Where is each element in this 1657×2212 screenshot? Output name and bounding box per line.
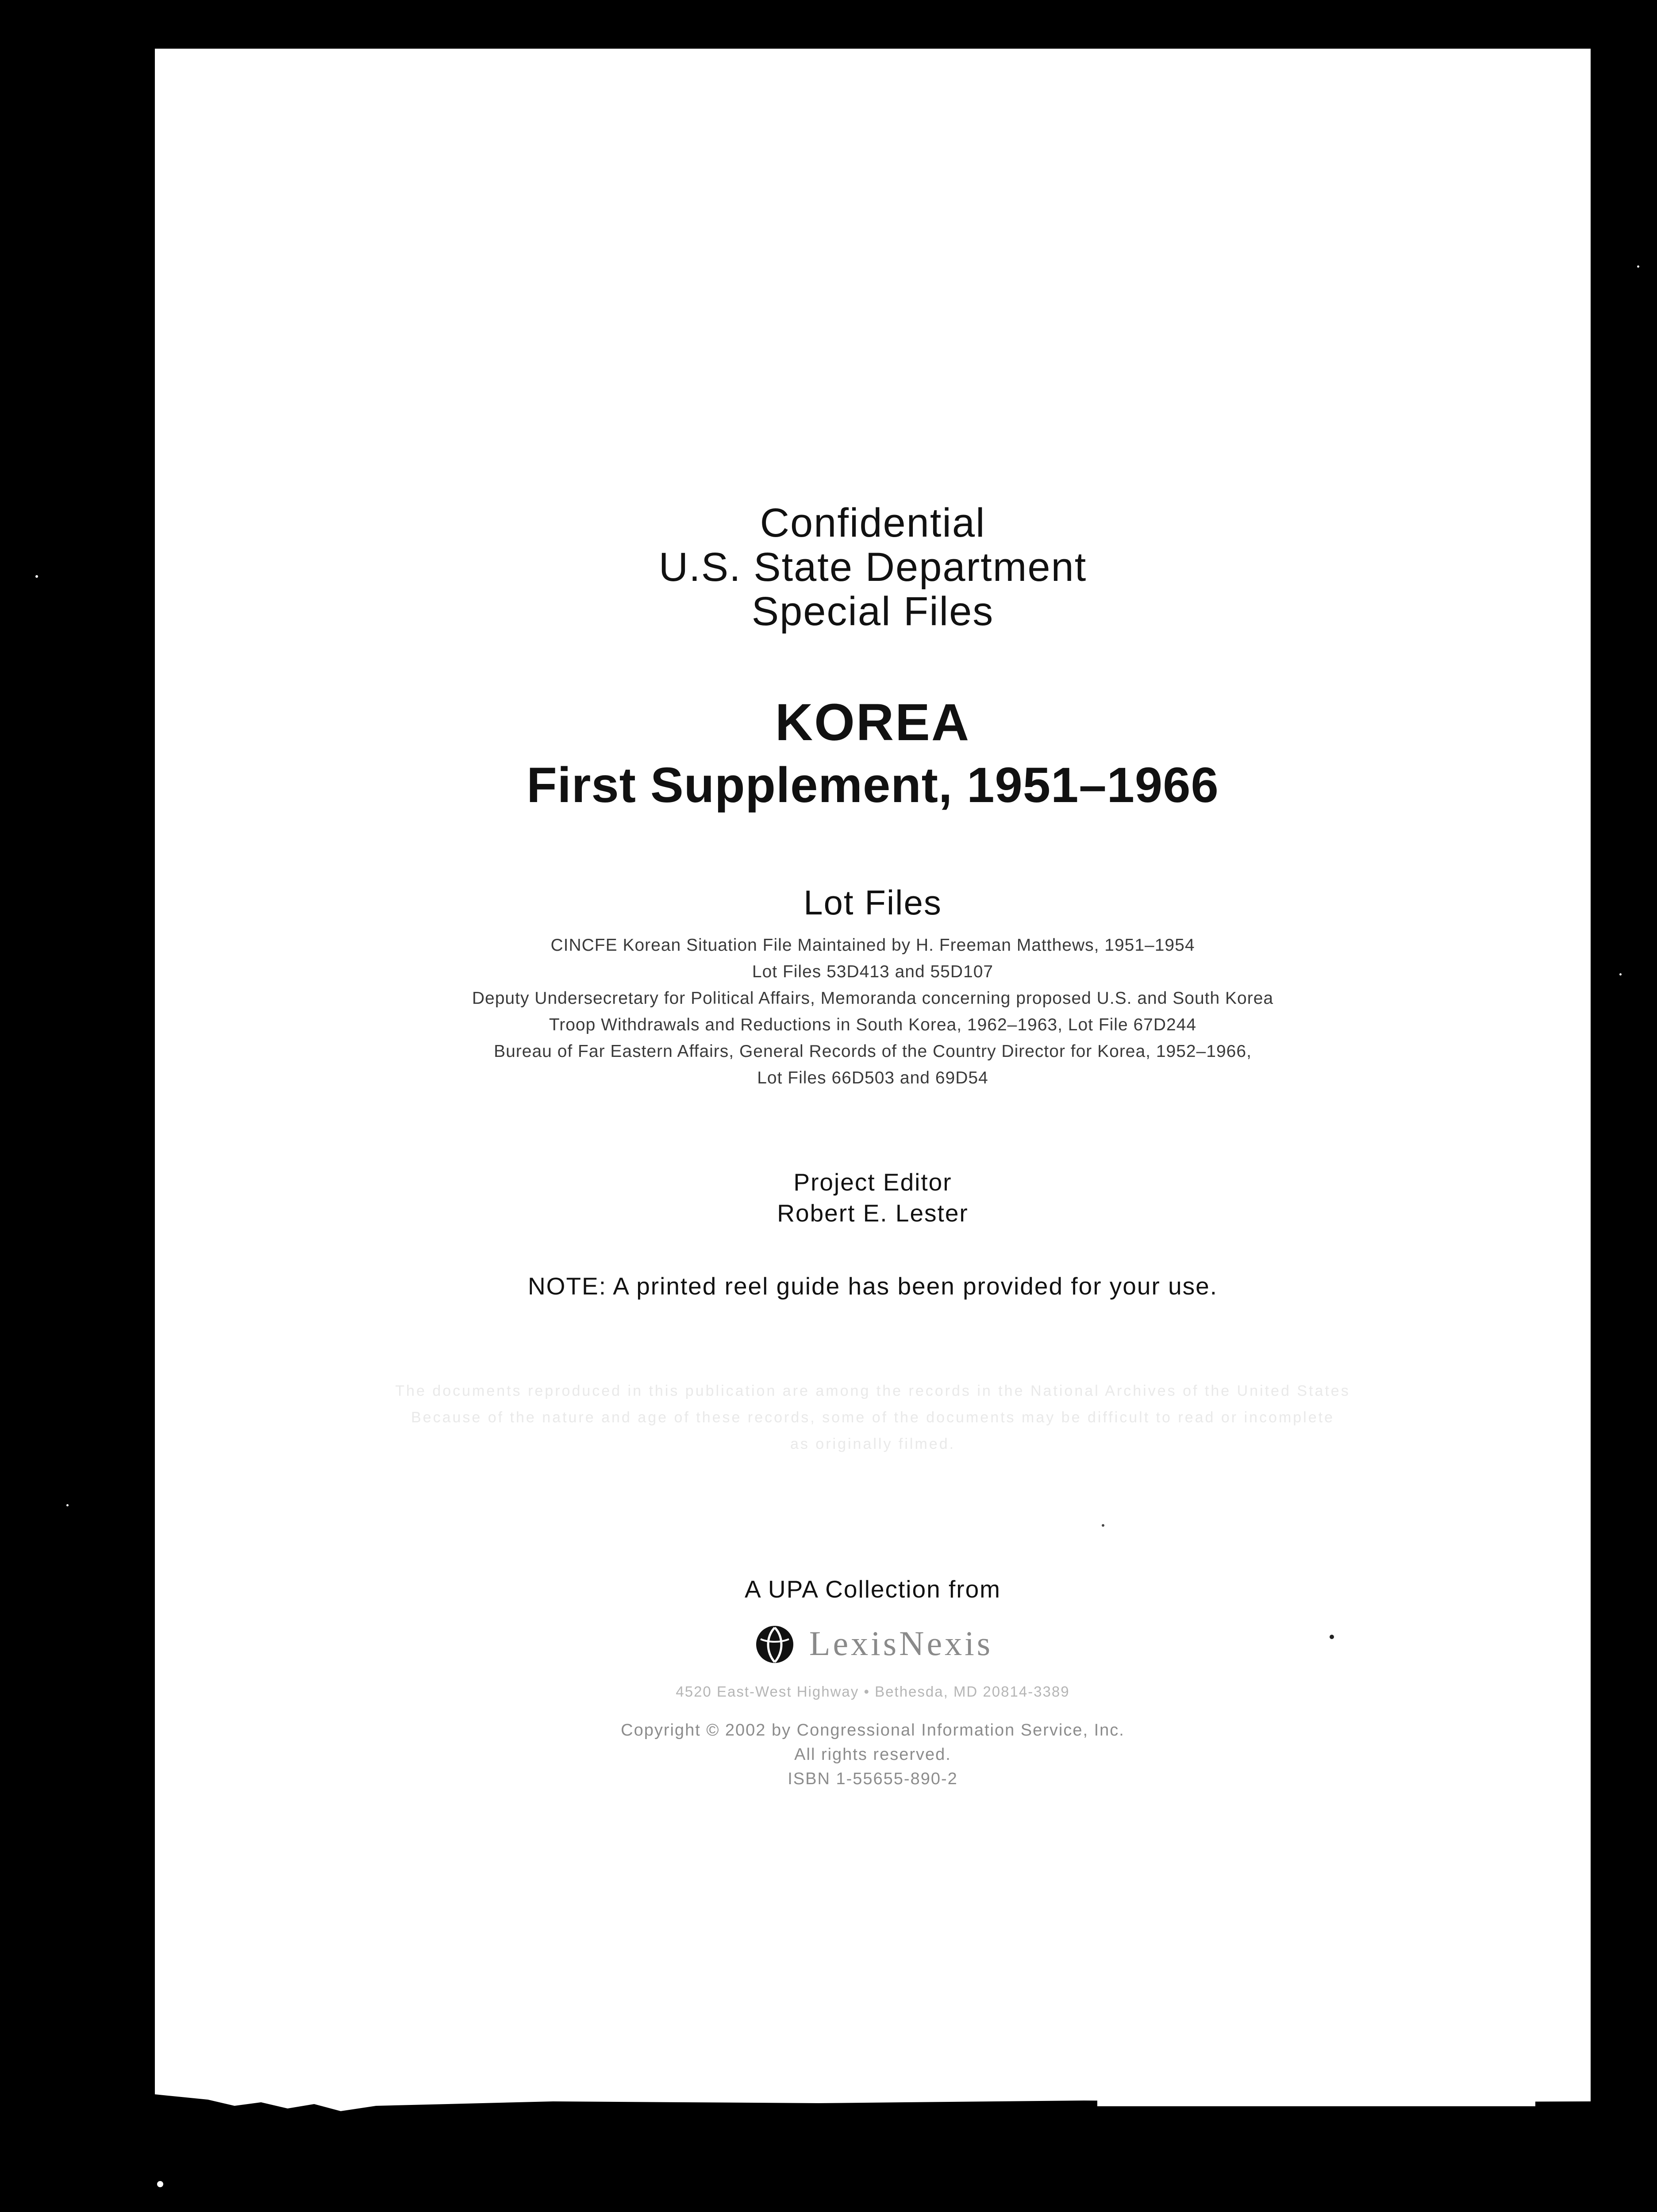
page-title: KOREA <box>775 693 971 752</box>
editor-name: Robert E. Lester <box>777 1199 969 1227</box>
film-speck <box>66 1504 69 1506</box>
lot-files-line: Bureau of Far Eastern Affairs, General Records of the Country Director for Korea, 1952–1966, <box>494 1042 1252 1061</box>
lot-files-line: Lot Files 53D413 and 55D107 <box>752 962 994 981</box>
lot-files-line: CINCFE Korean Situation File Maintained by H. Freeman Matthews, 1951–1954 <box>550 936 1195 955</box>
film-strip-line <box>1097 2099 1535 2106</box>
lot-files-line: Deputy Undersecretary for Political Affairs, Memoranda concerning proposed U.S. and South Korea <box>472 989 1274 1008</box>
faded-paragraph-line: as originally filmed. <box>790 1436 956 1452</box>
copyright-line: Copyright © 2002 by Congressional Information Service, Inc. <box>621 1721 1125 1740</box>
faded-paragraph-line: The documents reproduced in this publication are among the records in the National Archives of the United States <box>395 1382 1350 1399</box>
rights-line: All rights reserved. <box>794 1745 951 1764</box>
header-line-confidential: Confidential <box>760 500 986 545</box>
film-speck <box>1637 265 1639 268</box>
editor-role: Project Editor <box>793 1168 952 1196</box>
film-speck <box>1619 973 1622 975</box>
publisher-address: 4520 East-West Highway • Bethesda, MD 20814-3389 <box>676 1683 1070 1700</box>
lot-files-heading: Lot Files <box>804 883 942 922</box>
collection-line: A UPA Collection from <box>745 1575 1001 1603</box>
document-page <box>155 49 1591 2093</box>
header-line-special-files: Special Files <box>751 589 994 634</box>
film-speck <box>1102 1524 1104 1527</box>
lot-files-line: Troop Withdrawals and Reductions in South Korea, 1962–1963, Lot File 67D244 <box>549 1015 1197 1034</box>
film-speck <box>1330 1635 1334 1639</box>
lexisnexis-logo-icon <box>753 1621 797 1666</box>
page-subtitle: First Supplement, 1951–1966 <box>527 757 1219 813</box>
film-speck <box>157 2181 163 2187</box>
publisher-logo <box>155 1621 1591 1666</box>
reel-guide-note: NOTE: A printed reel guide has been provided for your use. <box>527 1272 1218 1300</box>
lot-files-line: Lot Files 66D503 and 69D54 <box>757 1068 988 1087</box>
header-line-department: U.S. State Department <box>658 545 1087 590</box>
faded-paragraph-line: Because of the nature and age of these records, some of the documents may be difficult to read or incomplete <box>411 1409 1334 1426</box>
film-speck <box>35 575 38 578</box>
logo-wordmark: LexisNexis <box>809 1624 993 1663</box>
isbn-line: ISBN 1-55655-890-2 <box>788 1770 958 1788</box>
